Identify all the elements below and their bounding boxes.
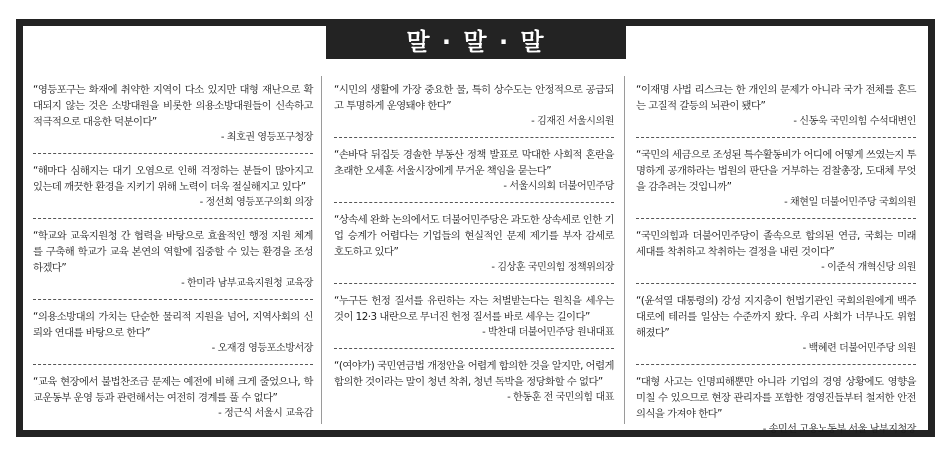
quote-item: [334, 147, 614, 194]
quote-source: - 한동훈 전 국민의힘 대표: [507, 392, 614, 403]
quote-panel: [16, 19, 935, 437]
column-separator: [624, 76, 625, 424]
quote-divider: [636, 283, 916, 284]
quote-item: [334, 82, 614, 129]
quote-text: “이재명 사법 리스크는 한 개인의 문제가 아니라 국가 전체를 흔드는 고질적 갈등의 뇌관이 됐다”: [636, 84, 916, 112]
quote-item: [636, 82, 916, 129]
quote-text: “시민의 생활에 가장 중요한 물, 특히 상수도는 안정적으로 공급되고 투명하게 운영돼야 한다”: [334, 84, 614, 112]
quote-item: [334, 358, 614, 405]
quote-source: - 최호권 영등포구청장: [220, 132, 313, 143]
quote-text: “학교와 교육지원청 간 협력을 바탕으로 효율적인 행정 지원 체계를 구축해 학교가 교육 본연의 역할에 집중할 수 있는 환경을 조성하겠다”: [33, 230, 313, 274]
quote-text: “교육 현장에서 불법찬조금 문제는 예전에 비해 크게 줄었으나, 학교운동부 운영 등과 관련해서는 여전히 경계를 풀 수 없다”: [33, 376, 313, 404]
quote-item: [334, 293, 614, 340]
quote-divider: [33, 299, 313, 300]
quote-column-2: [334, 82, 614, 405]
quote-item: [636, 147, 916, 210]
quote-text: “해마다 심해지는 대기 오염으로 인해 걱정하는 분들이 많아지고 있는데 깨끗한 환경을 지키기 위해 노력이 더욱 절실해지고 있다”: [33, 165, 313, 193]
panel-title: 말 · 말 · 말: [326, 19, 626, 59]
quote-text: “손바닥 뒤집듯 경솔한 부동산 정책 발표로 막대한 사회적 혼란을 초래한 오세훈 서울시장에게 무거운 책임을 묻는다”: [334, 149, 614, 177]
quote-item: [33, 228, 313, 291]
quote-item: [33, 309, 313, 356]
quote-item: [33, 374, 313, 421]
quote-divider: [334, 283, 614, 284]
quote-source: - 정선희 영등포구의회 의장: [199, 197, 313, 208]
quote-source: - 오재경 영등포소방서장: [211, 343, 313, 354]
quote-source: - 정근식 서울시 교육감: [218, 408, 313, 419]
quote-text: “누구든 헌정 질서를 유린하는 자는 처벌받는다는 원칙을 세우는 것이 12·3 내란으로 무너진 헌정 질서를 바로 세우는 길이다”: [334, 295, 614, 323]
quote-text: “(여야가) 국민연금법 개정안을 어렵게 합의한 것을 알지만, 어렵게 합의한 것이라는 말이 청년 착취, 청년 독박을 정당화할 수 없다”: [334, 360, 614, 388]
quote-item: [33, 82, 313, 145]
quote-text: “(윤석열 대통령의) 강성 지지층이 헌법기관인 국회의원에게 백주대로에 테러를 일삼는 수준까지 왔다. 우리 사회가 너무나도 위험해졌다”: [636, 295, 916, 339]
quote-source: - 채현일 더불어민주당 국회의원: [784, 197, 916, 208]
column-separator: [321, 76, 322, 424]
quote-text: “상속세 완화 논의에서도 더불어민주당은 과도한 상속세로 인한 기업 승계가 어렵다는 기업들의 현실적인 문제 제기를 부자 감세로 호도하고 있다”: [334, 214, 614, 258]
quote-text: “의용소방대의 가치는 단순한 물리적 지원을 넘어, 지역사회의 신뢰와 연대를 바탕으로 한다”: [33, 311, 313, 339]
quote-item: [636, 228, 916, 275]
quote-divider: [33, 364, 313, 365]
quote-item: [33, 163, 313, 210]
quote-source: - 백혜련 더불어민주당 의원: [802, 343, 916, 354]
quote-column-1: [33, 82, 313, 421]
quote-divider: [636, 137, 916, 138]
quote-item: [636, 293, 916, 356]
quote-source: - 김상훈 국민의힘 정책위의장: [491, 262, 614, 273]
quote-divider: [334, 137, 614, 138]
quote-text: “국민의힘과 더불어민주당이 졸속으로 합의된 연금, 국회는 미래 세대를 착취하고 착취하는 결정을 내린 것이다”: [636, 230, 916, 258]
quote-text: “국민의 세금으로 조성된 특수활동비가 어디에 어떻게 쓰였는지 투명하게 공개하라는 법원의 판단을 거부하는 검찰총장, 도대체 무엇을 감추려는 것입니까”: [636, 149, 916, 193]
quote-source: - 박찬대 더불어민주당 원내대표: [482, 327, 614, 338]
quote-text: “대형 사고는 인명피해뿐만 아니라 기업의 경영 상황에도 영향을 미칠 수 있으므로 현장 관리자를 포함한 경영진들부터 철저한 안전의식을 가져야 한다”: [636, 376, 916, 420]
quote-source: - 송민선 고용노동부 서울 남부지청장: [762, 424, 916, 435]
quote-text: “영등포구는 화재에 취약한 지역이 다소 있지만 대형 재난으로 확대되지 않는 것은 소방대원을 비롯한 의용소방대원들이 신속하고 적극적으로 대응한 덕분이다”: [33, 84, 313, 128]
quote-column-3: [636, 82, 916, 437]
quote-item: [636, 374, 916, 437]
quote-source: - 한미라 남부교육지원청 교육장: [181, 278, 313, 289]
quote-divider: [636, 218, 916, 219]
quote-divider: [33, 218, 313, 219]
quote-source: - 이준석 개혁신당 의원: [821, 262, 916, 273]
quote-divider: [334, 202, 614, 203]
quote-source: - 서울시의회 더불어민주당: [503, 181, 614, 192]
quote-source: - 김재진 서울시의원: [531, 116, 614, 127]
quote-divider: [33, 153, 313, 154]
quote-divider: [334, 348, 614, 349]
quote-item: [334, 212, 614, 275]
quote-divider: [636, 364, 916, 365]
quote-source: - 신동욱 국민의힘 수석대변인: [793, 116, 916, 127]
